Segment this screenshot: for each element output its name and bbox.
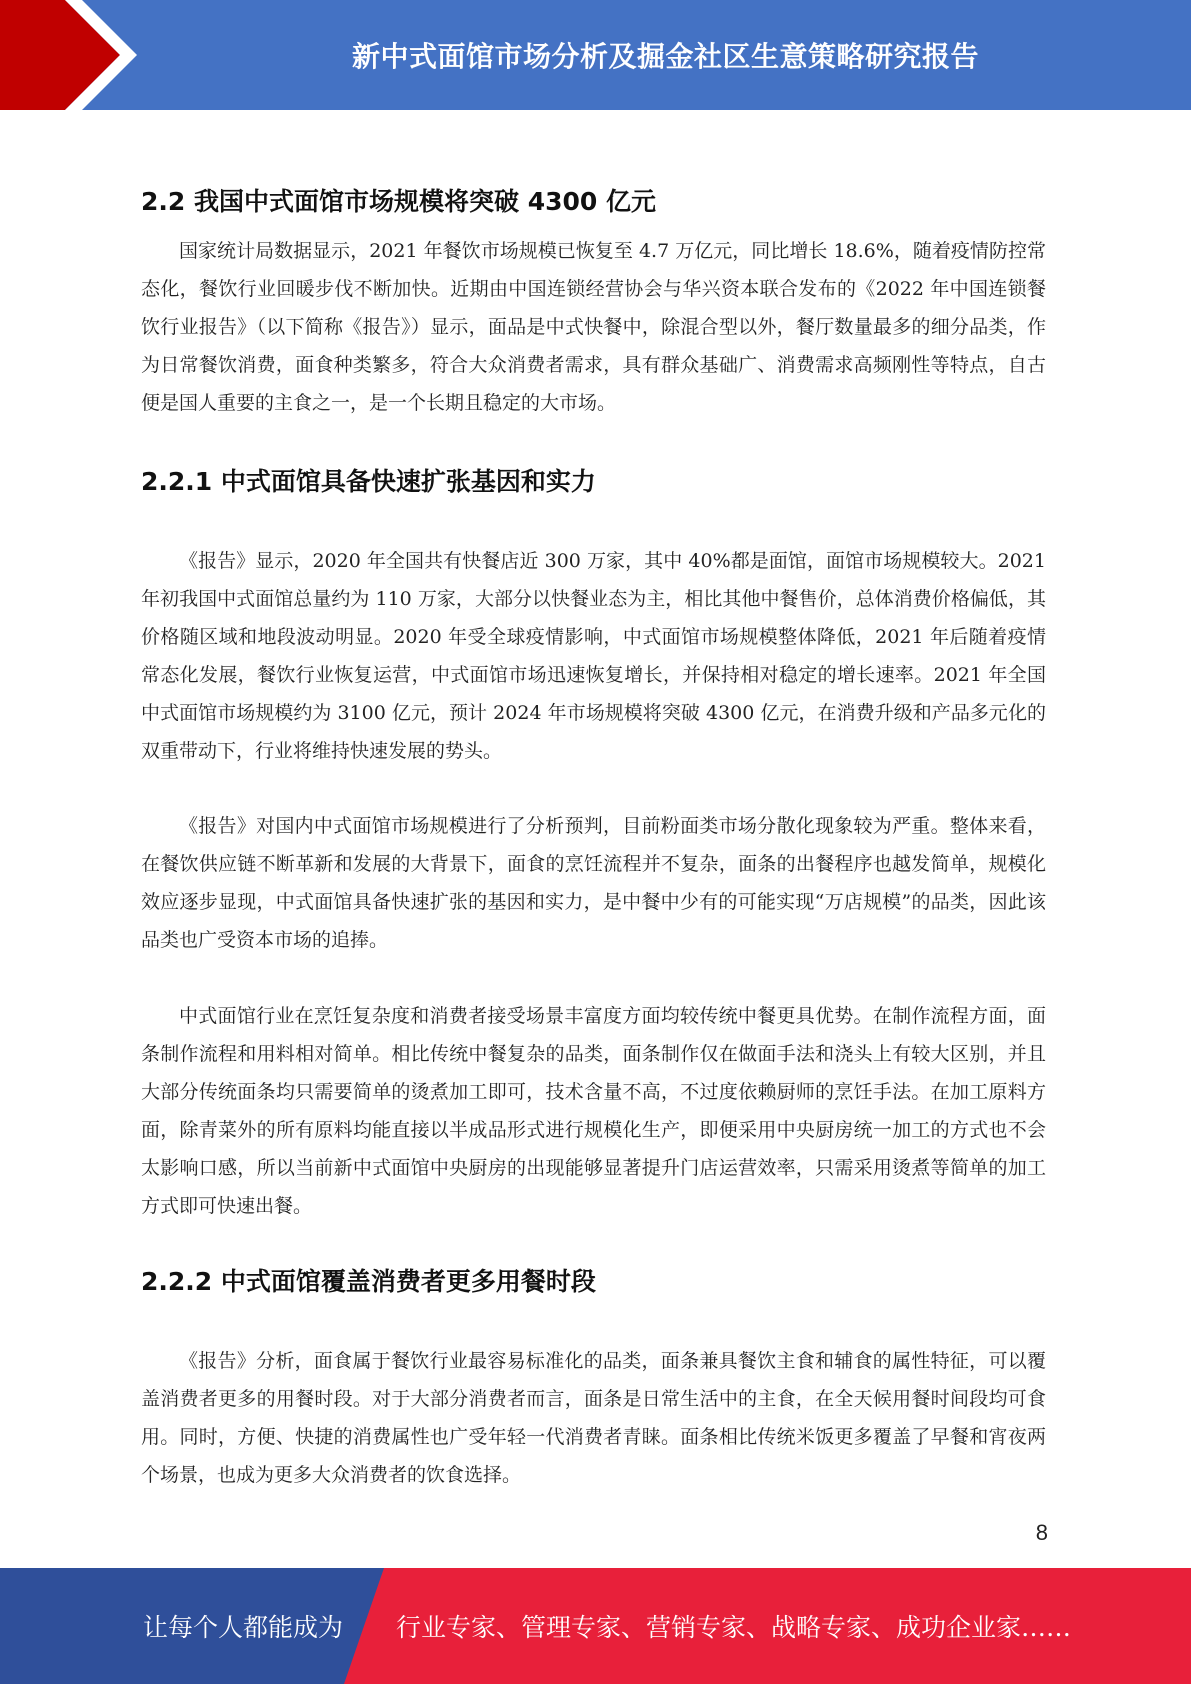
red-chevron-decoration [0,0,150,110]
section-heading-2-2: 2.2 我国中式面馆市场规模将突破 4300 亿元 [141,187,656,216]
report-title: 新中式面馆市场分析及掘金社区生意策略研究报告 [351,40,979,73]
header-banner [0,0,1191,110]
footer-banner [0,1568,1191,1684]
paragraph: 《报告》对国内中式面馆市场规模进行了分析预判，目前粉面类市场分散化现象较为严重。整体来看，在餐饮供应链不断革新和发展的大背景下，面食的烹饪流程并不复杂，面条的出餐程序也越发简单，规模化效应逐步显现，中式面馆具备快速扩张的基因和实力，是中餐中少有的可能实现“万店规模”的品类，因此该品类也广受资本市场的追捧。 [141,815,1046,951]
paragraph: 《报告》显示，2020 年全国共有快餐店近 300 万家，其中 40%都是面馆，面馆市场规模较大。2021 年初我国中式面馆总量约为 110 万家，大部分以快餐业态为主，相比其他中餐售价，总体消费价格偏低，其价格随区域和地段波动明显。2020 年受全球疫情影响，中式面馆市场规模整体降低，2021 年后随着疫情常态化发展，餐饮行业恢复运营，中式面馆市场迅速恢复增长，并保持相对稳定的增长速率。2021 年全国中式面馆市场规模约为 3100 亿元，预计 2024 年市场规模将突破 4300 亿元，在消费升级和产品多元化的双重带动下，行业将维持快速发展的势头。 [141,550,1046,762]
section-heading-2-2-2: 2.2.2 中式面馆覆盖消费者更多用餐时段 [141,1267,596,1296]
paragraph: 《报告》分析，面食属于餐饮行业最容易标准化的品类，面条兼具餐饮主食和辅食的属性特征，可以覆盖消费者更多的用餐时段。对于大部分消费者而言，面条是日常生活中的主食，在全天候用餐时间段均可食用。同时，方便、快捷的消费属性也广受年轻一代消费者青睐。面条相比传统米饭更多覆盖了早餐和宵夜两个场景，也成为更多大众消费者的饮食选择。 [141,1350,1046,1486]
page-number: 8 [1035,1520,1048,1545]
paragraph: 国家统计局数据显示，2021 年餐饮市场规模已恢复至 4.7 万亿元，同比增长 18.6%，随着疫情防控常态化，餐饮行业回暖步伐不断加快。近期由中国连锁经营协会与华兴资本联合发布的《2022 年中国连锁餐饮行业报告》（以下简称《报告》）显示，面品是中式快餐中，除混合型以外，餐厅数量最多的细分品类，作为日常餐饮消费，面食种类繁多，符合大众消费者需求，具有群众基础广、消费需求高频刚性等特点，自古便是国人重要的主食之一，是一个长期且稳定的大市场。 [141,240,1046,414]
section-heading-2-2-1: 2.2.1 中式面馆具备快速扩张基因和实力 [141,467,596,496]
footer-slogan-left: 让每个人都能成为 [143,1613,344,1642]
footer-slogan-right: 行业专家、管理专家、营销专家、战略专家、成功企业家…… [396,1613,1072,1642]
paragraph: 中式面馆行业在烹饪复杂度和消费者接受场景丰富度方面均较传统中餐更具优势。在制作流程方面，面条制作流程和用料相对简单。相比传统中餐复杂的品类，面条制作仅在做面手法和浇头上有较大区别，并且大部分传统面条均只需要简单的烫煮加工即可，技术含量不高，不过度依赖厨师的烹饪手法。在加工原料方面，除青菜外的所有原料均能直接以半成品形式进行规模化生产，即便采用中央厨房统一加工的方式也不会太影响口感，所以当前新中式面馆中央厨房的出现能够显著提升门店运营效率，只需采用烫煮等简单的加工方式即可快速出餐。 [141,1005,1046,1217]
